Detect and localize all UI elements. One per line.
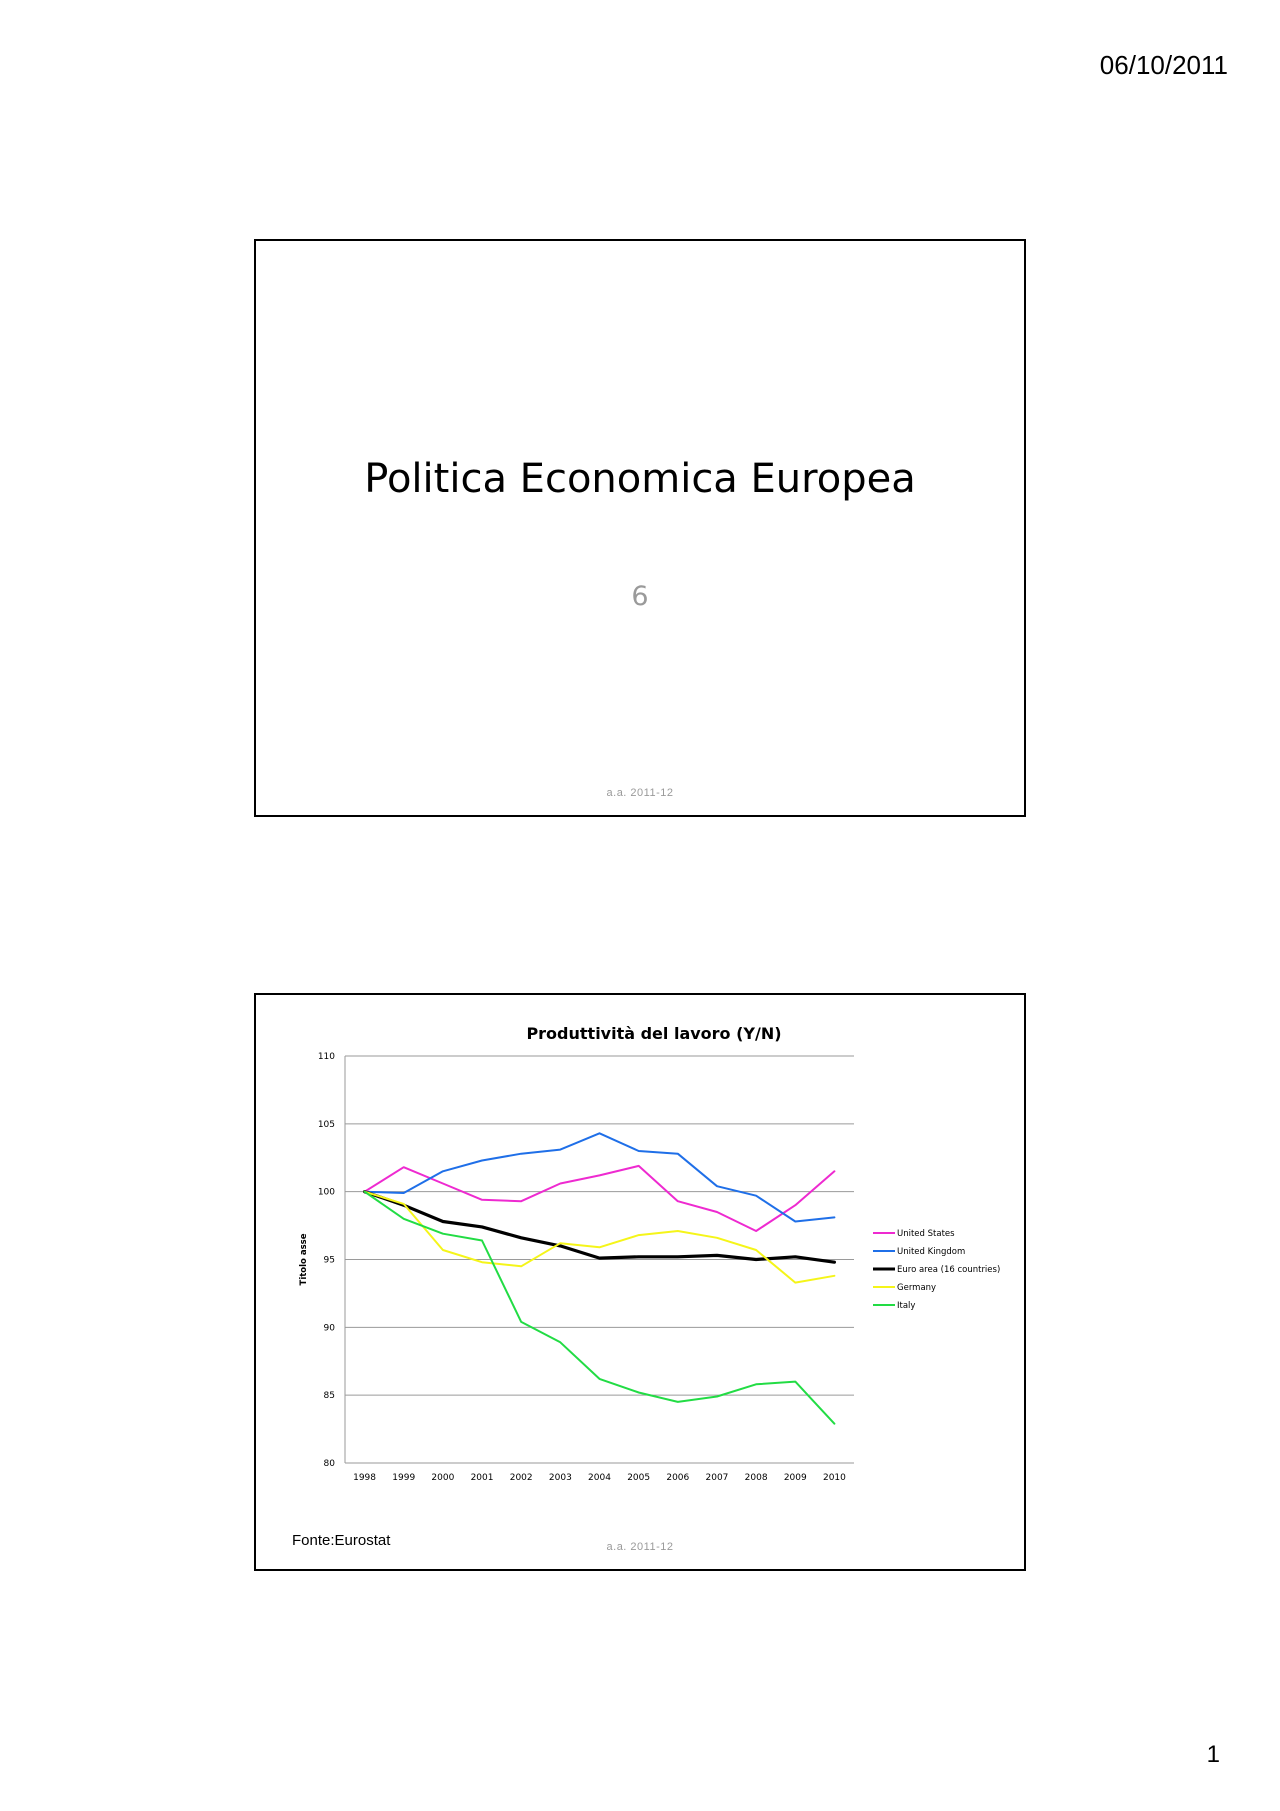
x-tick-label: 2006 [666, 1473, 690, 1483]
slide-title: Politica Economica Europea [364, 456, 916, 502]
x-tick-label: 2009 [783, 1473, 807, 1483]
page-date: 06/10/2011 [1099, 50, 1228, 80]
y-tick-label: 105 [317, 1119, 335, 1130]
x-tick-label: 2004 [588, 1473, 611, 1483]
x-tick-label: 2000 [431, 1473, 455, 1483]
x-tick-label: 2010 [822, 1473, 846, 1483]
x-tick-label: 2008 [744, 1473, 768, 1483]
legend-label: United States [897, 1229, 955, 1239]
page-number: 1 [1206, 1741, 1220, 1768]
y-tick-label: 95 [323, 1255, 335, 1266]
x-tick-label: 2003 [548, 1473, 572, 1483]
y-tick-label: 80 [323, 1459, 335, 1469]
y-axis-label: Titolo asse [299, 1233, 309, 1286]
slide-footer: a.a. 2011-12 [606, 787, 674, 799]
chart-title: Produttività del lavoro (Y/N) [526, 1024, 782, 1043]
x-tick-label: 2002 [509, 1473, 533, 1483]
y-tick-label: 90 [323, 1323, 335, 1334]
y-tick-label: 100 [317, 1187, 335, 1198]
source-note: Fonte:Eurostat [292, 1532, 391, 1549]
title-slide [254, 239, 1026, 817]
legend-label: United Kingdom [897, 1247, 966, 1257]
x-tick-label: 2007 [705, 1473, 729, 1483]
series-line-united-kingdom [365, 1133, 835, 1221]
legend-label: Italy [897, 1301, 916, 1311]
x-tick-label: 1998 [353, 1473, 377, 1483]
series-line-germany [365, 1192, 835, 1283]
legend-label: Euro area (16 countries) [897, 1265, 1001, 1275]
x-tick-label: 2005 [627, 1473, 651, 1483]
x-tick-label: 2001 [470, 1473, 494, 1483]
y-tick-label: 110 [317, 1052, 335, 1062]
x-tick-label: 1999 [392, 1473, 416, 1483]
y-tick-label: 85 [323, 1391, 335, 1402]
chart-slide [254, 993, 1026, 1571]
legend-label: Germany [897, 1283, 937, 1293]
productivity-chart [256, 995, 1023, 1568]
slide-footer: a.a. 2011-12 [606, 1541, 674, 1553]
slide-subtitle: 6 [631, 581, 649, 612]
